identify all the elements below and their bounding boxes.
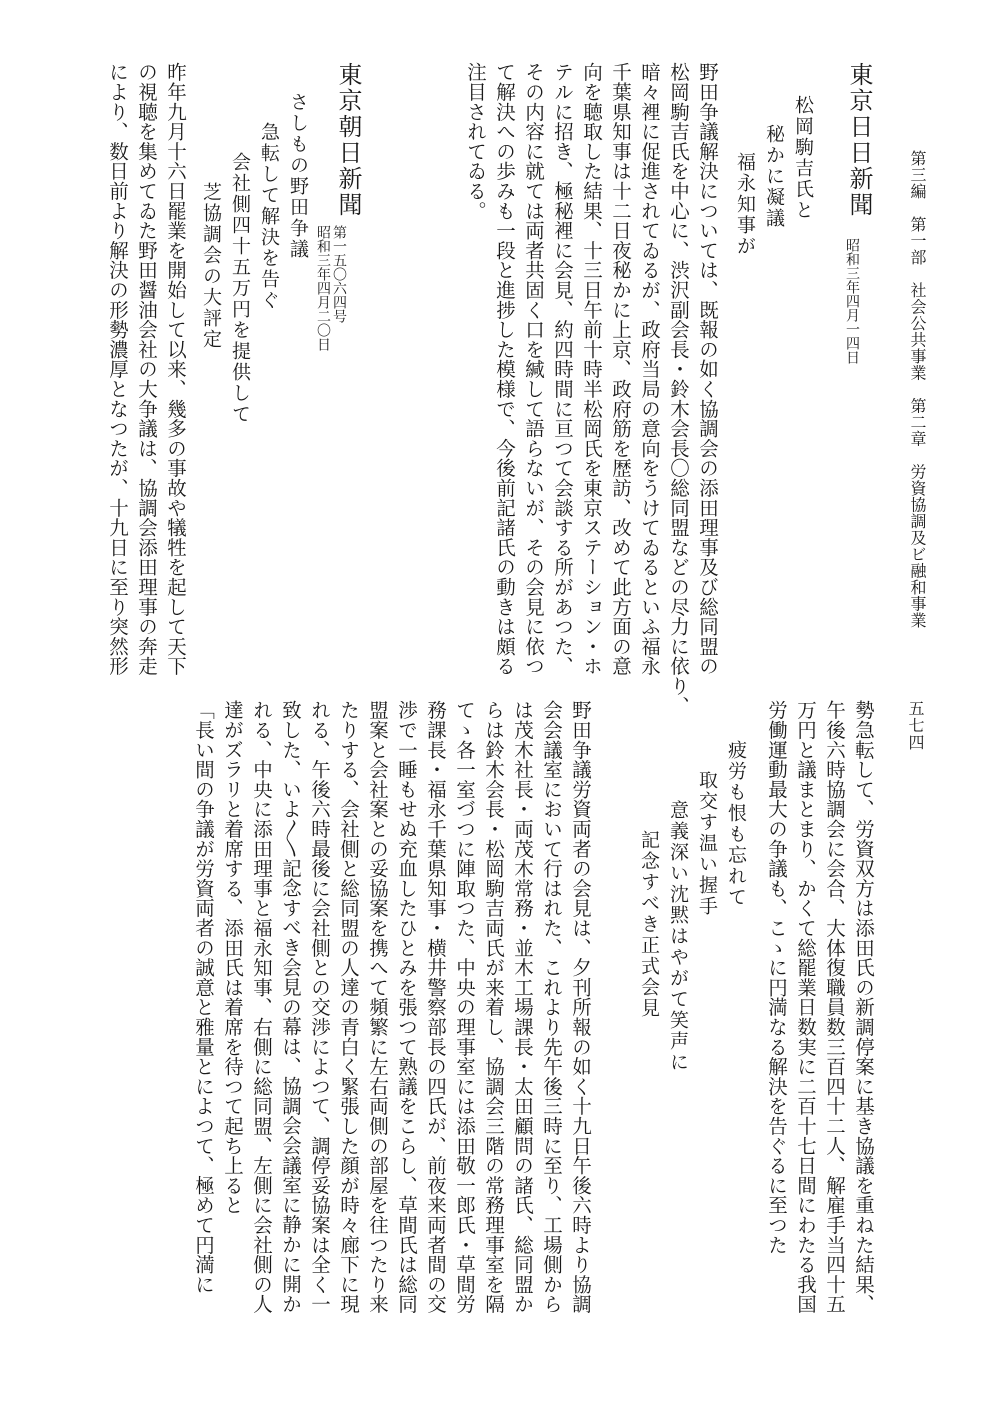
- article1-body-line: て解決への歩みも一段と進捗した模様で、今後前記諸氏の動きは頗る: [493, 62, 516, 676]
- lower-headline-4: 記念すべき正式会見: [638, 830, 660, 1019]
- article2-headline-3: 会社側四十五万円を提供して: [229, 152, 251, 425]
- lower-body-b-line: 渉で一睡もせぬ充血したひとみを張つて熟議をこらし、草間氏は総同: [395, 700, 418, 1314]
- lower-body-b-line: れる、中央に添田理事と福永知事、右側に総同盟、左側に会社側の人: [250, 700, 273, 1314]
- article1-headline-2: 秘かに凝議: [763, 124, 785, 229]
- article2-headline-1: さしもの野田争議: [287, 92, 309, 260]
- article1-body-line: その内容に就ては両者共固く口を緘して語らないが、その会見に依つ: [522, 62, 545, 676]
- lower-body-b-line: らは鈴木会長・松岡駒吉両氏が来着し、協調会三階の常務理事室を隔: [482, 700, 505, 1314]
- article2-body-line: により、数日前より解決の形勢濃厚となつたが、十九日に至り突然形: [106, 62, 129, 676]
- article2-date: 昭和三年四月二〇日: [315, 225, 331, 351]
- lower-body-b-line: 致した、いよ〳〵記念すべき会見の幕は、協調会会議室に静かに開か: [279, 700, 302, 1314]
- lower-body-b-line: てゝ各一室づつに陣取つた、中央の理事室には添田敬一郎氏・草間労: [453, 700, 476, 1314]
- lower-body-a-line: 勢急転して、労資双方は添田氏の新調停案に基き協議を重ねた結果、: [852, 700, 875, 1314]
- article1-body-line: テルに招き、極秘裡に会見、約四時間に亘つて会談する所があつた、: [551, 62, 574, 676]
- lower-headline-2: 取交す温い握手: [696, 770, 718, 917]
- lower-body-b-line: 会会議室において行はれた、これより先午後三時に至り、工場側から: [540, 700, 563, 1314]
- lower-headline-3: 意義深い沈黙はやがて笑声に: [667, 800, 689, 1073]
- lower-body-b-line: 野田争議労資両者の会見は、夕刊所報の如く十九日午後六時より協調: [569, 700, 592, 1314]
- article2-issue: 第一五〇六四号: [331, 225, 347, 323]
- newspaper-title-nichinichi: 東京日日新聞: [845, 62, 873, 218]
- article2-headline-4: 芝協調会の大評定: [200, 182, 222, 350]
- article1-body-line: 向を聴取した結果、十三日午前十時半松岡氏を東京ステーション・ホ: [580, 62, 603, 676]
- lower-headline-1: 疲労も恨も忘れて: [725, 740, 747, 908]
- lower-body-a-line: 午後六時協調会に会合、大体復職員数三百四十二人、解雇手当四十五: [823, 700, 846, 1314]
- lower-body-a-line: 労働運動最大の争議も、こゝに円満なる解決を告ぐるに至つた: [765, 700, 788, 1255]
- article1-body-line: 松岡駒吉氏を中心に、渋沢副会長・鈴木会長〇総同盟などの尽力に依り、: [667, 62, 690, 716]
- lower-body-b-line: 「長い間の争議が労資両者の誠意と雅量とによつて、極めて円満に: [192, 700, 215, 1294]
- article1-body-line: 野田争議解決については、既報の如く協調会の添田理事及び総同盟の: [696, 62, 719, 676]
- article2-body-line: 昨年九月十六日罷業を開始して以来、幾多の事故や犠牲を起して天下: [164, 62, 187, 676]
- page-number: 五七四: [906, 700, 925, 751]
- running-header: 第三編 第一部 社会公共事業 第二章 労資協調及ビ融和事業: [908, 150, 927, 629]
- article2-body-line: の視聴を集めてゐた野田醤油会社の大争議は、協調会添田理事の奔走: [135, 62, 158, 676]
- lower-body-b-line: れる、午後六時最後に会社側との交渉によつて、調停妥協案は全く一: [308, 700, 331, 1314]
- lower-body-a-line: 万円と議まとまり、かくて総罷業日数実に二百十七日間にわたる我国: [794, 700, 817, 1314]
- lower-body-b-line: たりする、会社側と総同盟の人達の青白く緊張した顔が時々廊下に現: [337, 700, 360, 1314]
- article1-date: 昭和三年四月一四日: [844, 238, 860, 364]
- lower-body-b-line: 盟案と会社案との妥協案を携へて頻繁に左右両側の部屋を往つたり来: [366, 700, 389, 1314]
- lower-body-b-line: 達がズラリと着席する、添田氏は着席を待つて起ち上ると: [221, 700, 244, 1215]
- article1-headline-3: 福永知事が: [734, 152, 756, 257]
- article1-headline-1: 松岡駒吉氏と: [792, 95, 814, 221]
- article1-body-line: 暗々裡に促進されてゐるが、政府当局の意向をうけてゐるといふ福永: [638, 62, 661, 676]
- article2-headline-2: 急転して解決を告ぐ: [258, 122, 280, 311]
- lower-body-b-line: は茂木社長・両茂木常務・並木工場課長・太田顧問の諸氏、総同盟か: [511, 700, 534, 1314]
- article1-body-line: 注目されてゐる。: [464, 62, 487, 221]
- article1-body-line: 千葉県知事は十二日夜秘かに上京、政府筋を歴訪、改めて此方面の意: [609, 62, 632, 676]
- lower-body-b-line: 務課長・福永千葉県知事・横井警察部長の四氏が、前夜来両者間の交: [424, 700, 447, 1314]
- newspaper-title-asahi: 東京朝日新聞: [334, 62, 362, 218]
